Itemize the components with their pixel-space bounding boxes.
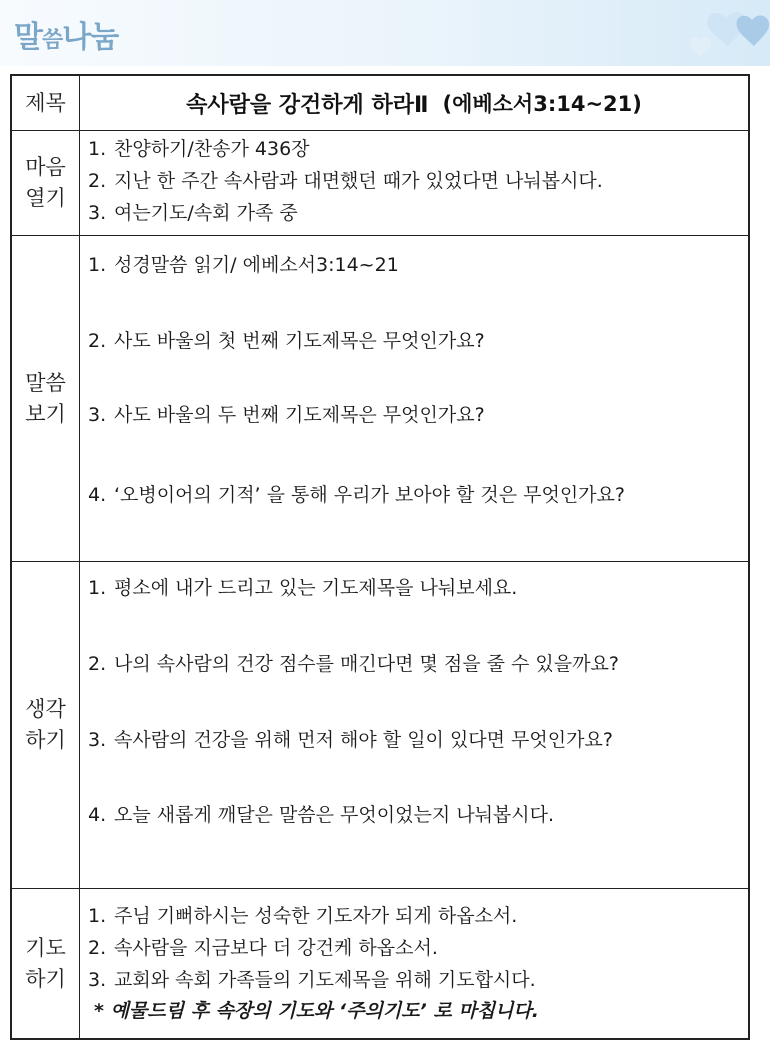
section-reflect bbox=[12, 562, 748, 889]
item-text: 지난 한 주간 속사람과 대면했던 때가 있었다면 나눠봅시다. bbox=[114, 170, 603, 192]
brand-title-rest: 나눔 bbox=[62, 20, 119, 55]
list-item bbox=[88, 402, 742, 428]
section-read-word bbox=[12, 236, 748, 562]
section-label bbox=[12, 131, 80, 235]
item-text: ‘오병이어의 기적’ 을 통해 우리가 보아야 할 것은 무엇인가요? bbox=[114, 484, 625, 506]
item-text: 속사람의 건강을 위해 먼저 해야 할 일이 있다면 무엇인가요? bbox=[114, 729, 613, 751]
item-text: 속사람을 지금보다 더 강건케 하옵소서. bbox=[114, 937, 438, 959]
list-item bbox=[88, 200, 742, 226]
list-item bbox=[88, 575, 742, 601]
section-label-line1: 말씀 bbox=[25, 370, 66, 395]
list-item bbox=[88, 903, 742, 929]
item-text: 나의 속사람의 건강 점수를 매긴다면 몇 점을 줄 수 있을까요? bbox=[114, 653, 619, 675]
header-banner bbox=[0, 0, 770, 66]
item-text: 성경말씀 읽기/ 에베소서3:14~21 bbox=[114, 254, 399, 276]
item-number: 3. bbox=[88, 202, 107, 224]
section-label-line2: 열기 bbox=[25, 186, 66, 210]
section-open-heart bbox=[12, 131, 748, 236]
item-number: 2. bbox=[88, 653, 107, 675]
list-item bbox=[88, 967, 742, 993]
item-number: 3. bbox=[88, 969, 107, 991]
brand-title-big: 말 bbox=[14, 20, 42, 55]
item-text: 교회와 속회 가족들의 기도제목을 위해 기도합시다. bbox=[114, 969, 536, 991]
item-text: 사도 바울의 첫 번째 기도제목은 무엇인가요? bbox=[114, 330, 485, 352]
brand-title bbox=[14, 12, 118, 56]
section-label-line1: 생각 bbox=[25, 697, 66, 721]
item-number: 2. bbox=[88, 330, 107, 352]
item-number: 2. bbox=[88, 937, 107, 959]
section-label bbox=[12, 236, 80, 561]
item-text: 주님 기뻐하시는 성숙한 기도자가 되게 하옵소서. bbox=[114, 905, 518, 927]
item-number: 1. bbox=[88, 577, 107, 599]
list-item bbox=[88, 136, 742, 162]
brand-title-small: 씀 bbox=[41, 28, 63, 53]
section-label-line2: 하기 bbox=[25, 966, 66, 991]
item-number: 2. bbox=[88, 170, 107, 192]
list-item bbox=[88, 727, 742, 753]
title-cell bbox=[80, 76, 748, 130]
section-pray bbox=[12, 889, 748, 1038]
section-label-line2: 하기 bbox=[25, 728, 66, 752]
section-label-line1: 마음 bbox=[25, 155, 66, 179]
list-item bbox=[88, 482, 742, 508]
item-number: 4. bbox=[88, 804, 107, 826]
item-text: 평소에 내가 드리고 있는 기도제목을 나눠보세요. bbox=[114, 577, 518, 599]
item-number: 3. bbox=[88, 404, 107, 426]
section-label bbox=[12, 889, 80, 1038]
item-number: 1. bbox=[88, 138, 107, 160]
section-label-line1: 기도 bbox=[25, 935, 66, 960]
item-number: 1. bbox=[88, 905, 107, 927]
hearts-decoration-icon bbox=[660, 0, 770, 66]
item-text: 여는기도/속회 가족 중 bbox=[114, 202, 298, 224]
list-item bbox=[88, 651, 742, 677]
title-label: 제목 bbox=[12, 76, 80, 130]
item-number: 4. bbox=[88, 484, 107, 506]
section-label-line2: 보기 bbox=[25, 401, 66, 426]
lesson-title: 속사람을 강건하게 하라Ⅱ bbox=[186, 92, 429, 118]
worksheet-table bbox=[10, 74, 750, 1040]
list-item bbox=[88, 252, 742, 278]
list-item bbox=[88, 168, 742, 194]
list-item bbox=[88, 328, 742, 354]
closing-note: * 예물드림 후 속장의 기도와 ‘주의기도’ 로 마칩니다. bbox=[94, 1000, 539, 1022]
item-text: 오늘 새롭게 깨달은 말씀은 무엇이었는지 나눠봅시다. bbox=[114, 804, 555, 826]
scripture-reference: (에베소서3:14~21) bbox=[442, 92, 642, 116]
item-number: 3. bbox=[88, 729, 107, 751]
section-label bbox=[12, 562, 80, 888]
title-row bbox=[12, 76, 748, 131]
item-text: 찬양하기/찬송가 436장 bbox=[114, 138, 310, 160]
item-text: 사도 바울의 두 번째 기도제목은 무엇인가요? bbox=[114, 404, 485, 426]
list-item bbox=[88, 802, 742, 828]
list-item bbox=[88, 935, 742, 961]
item-number: 1. bbox=[88, 254, 107, 276]
